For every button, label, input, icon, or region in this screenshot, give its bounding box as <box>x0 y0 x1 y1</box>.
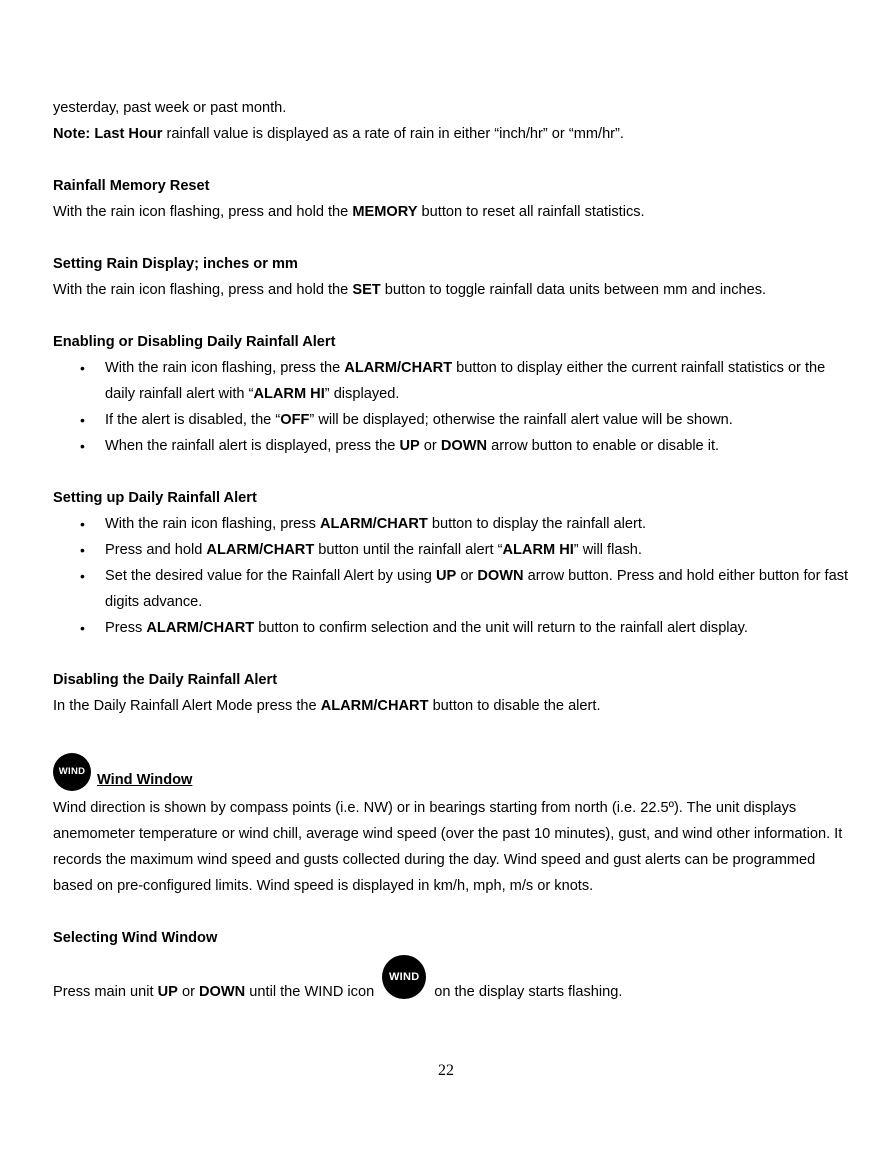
list-item: • Press and hold ALARM/CHART button until the rainfall alert “ALARM HI” will flash. <box>53 537 853 563</box>
list-item: • When the rainfall alert is displayed, press the UP or DOWN arrow button to enable or disable it. <box>53 433 853 459</box>
enable-alert-heading: Enabling or Disabling Daily Rainfall Alert <box>53 334 336 350</box>
list-item: • Press ALARM/CHART button to confirm selection and the unit will return to the rainfall alert display. <box>53 615 853 641</box>
rain-display-text: With the rain icon flashing, press and hold the SET button to toggle rainfall data units between mm and inches. <box>53 282 767 298</box>
disable-alert-text: In the Daily Rainfall Alert Mode press the ALARM/CHART button to disable the alert. <box>53 698 601 714</box>
list-item: • If the alert is disabled, the “OFF” will be displayed; otherwise the rainfall alert value will be shown. <box>53 407 853 433</box>
wind-window-paragraph: Wind direction is shown by compass points (i.e. NW) or in bearings starting from north (i.e. 22.5º). The unit displays anemometer temperature or wind chill, average wind speed (over the past 10 minutes), gust, and wind other information. It records the maximum wind speed and gusts collected during the day. Wind speed and gust alerts can be programmed based on pre-configured limits. Wind speed is displayed in km/h, mph, m/s or knots. <box>53 800 843 894</box>
wind-window-heading <box>53 753 853 791</box>
manual-page <box>53 95 853 1005</box>
select-wind-heading: Selecting Wind Window <box>53 930 218 946</box>
list-item: • With the rain icon flashing, press the ALARM/CHART button to display either the current rainfall statistics or the daily rainfall alert with “ALARM HI” displayed. <box>53 355 853 407</box>
intro-line: yesterday, past week or past month. <box>53 100 287 116</box>
rain-display-heading: Setting Rain Display; inches or mm <box>53 256 298 272</box>
note-line: Note: Last Hour rainfall value is displayed as a rate of rain in either “inch/hr” or “mm/hr”. <box>53 126 624 142</box>
wind-icon: WIND <box>382 955 426 999</box>
setup-alert-heading: Setting up Daily Rainfall Alert <box>53 490 257 506</box>
memory-reset-text: With the rain icon flashing, press and hold the MEMORY button to reset all rainfall statistics. <box>53 204 645 220</box>
note-label: Note: Last Hour <box>53 126 163 142</box>
enable-alert-list <box>53 355 853 459</box>
select-wind-text: Press main unit UP or DOWN until the WIND icon WIND on the display starts flashing. <box>53 961 853 1005</box>
disable-alert-heading: Disabling the Daily Rainfall Alert <box>53 672 278 688</box>
list-item: • With the rain icon flashing, press ALARM/CHART button to display the rainfall alert. <box>53 511 853 537</box>
memory-reset-heading: Rainfall Memory Reset <box>53 178 210 194</box>
wind-icon: WIND <box>53 753 91 791</box>
setup-alert-list <box>53 511 853 641</box>
wind-window-title: Wind Window <box>97 772 193 788</box>
page-number: 22 <box>438 1062 454 1079</box>
list-item: • Set the desired value for the Rainfall Alert by using UP or DOWN arrow button. Press and hold either button for fast digits advance. <box>53 563 853 615</box>
